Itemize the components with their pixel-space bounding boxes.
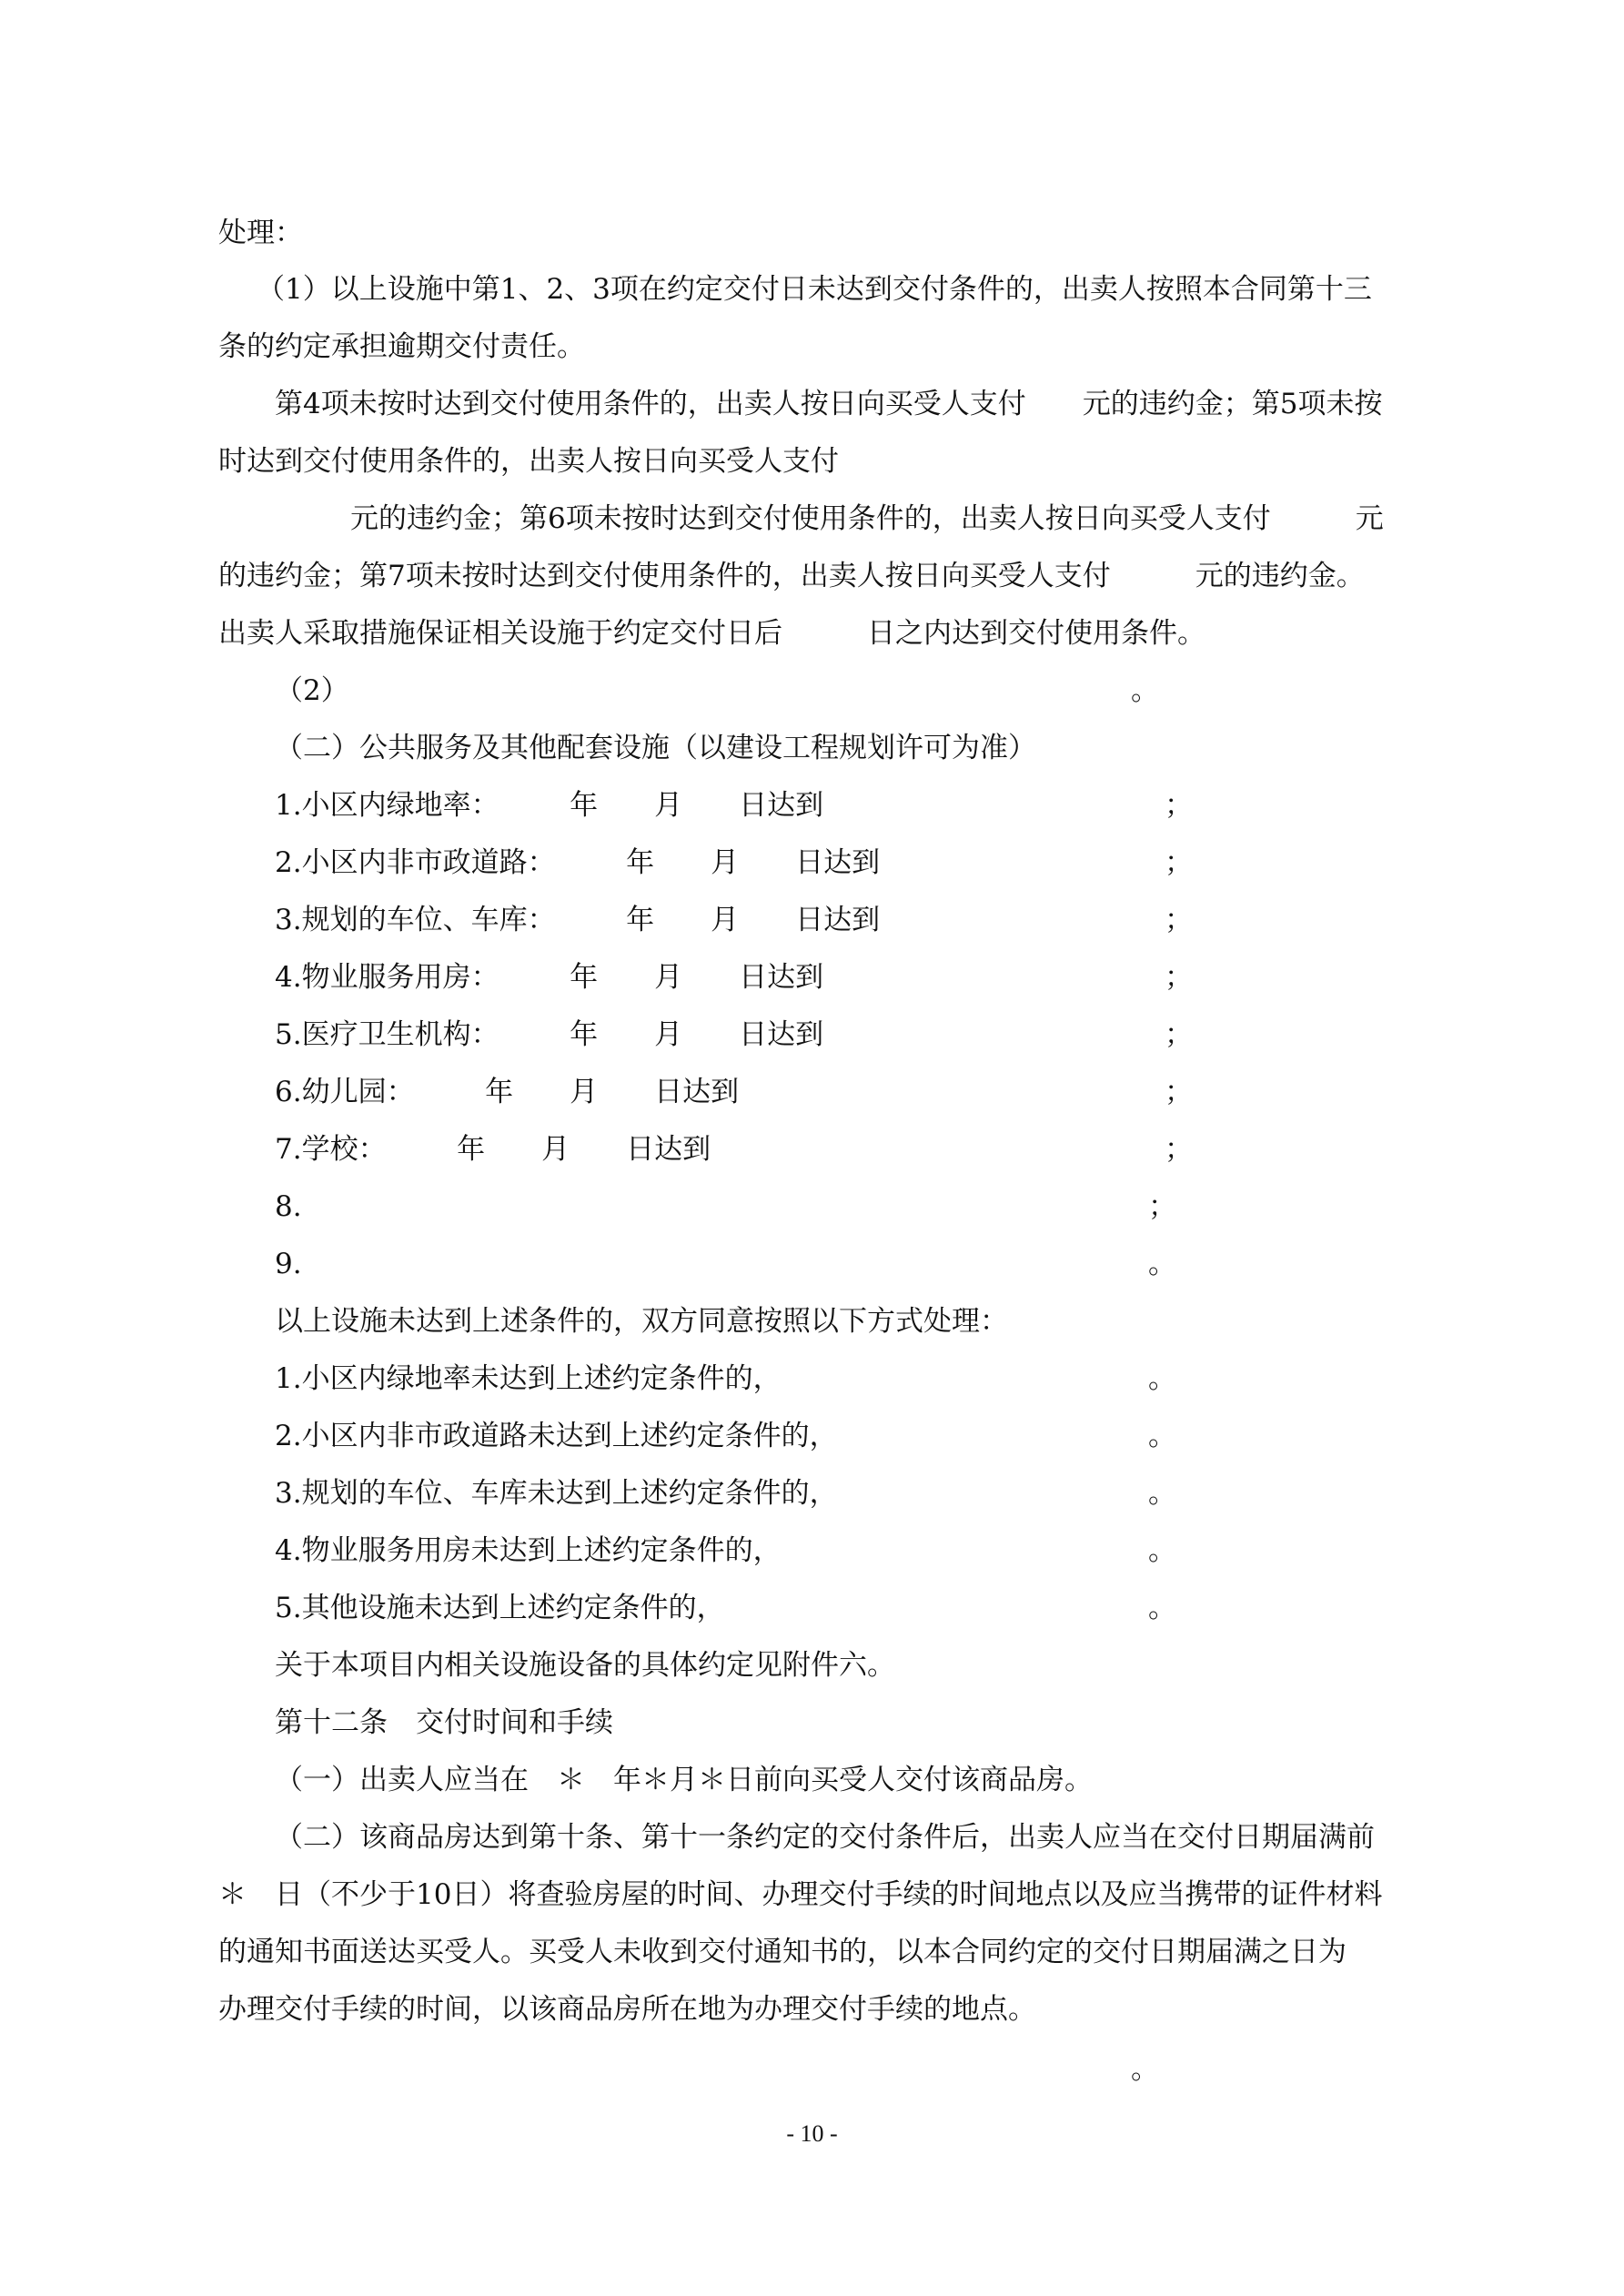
list-item: 2.小区内非市政道路未达到上述约定条件的，: [275, 1420, 838, 1452]
list-item: 3.规划的车位、车库： 年 月 日达到: [275, 904, 881, 936]
text-line: 处理：: [218, 217, 303, 249]
text-line: 的违约金；第7项未按时达到交付使用条件的，出卖人按日向买受人支付 元的违约金。: [218, 560, 1365, 592]
text-line: 关于本项目内相关设施设备的具体约定见附件六。: [275, 1649, 895, 1682]
list-item: 6.幼儿园： 年 月 日达到: [275, 1076, 740, 1108]
text-line: （一）出卖人应当在 ＊ 年＊月＊日前向买受人交付该商品房。: [275, 1764, 1093, 1796]
list-item: 9.: [275, 1248, 302, 1280]
line-end-mark: 。: [1148, 1420, 1176, 1452]
list-item: 5.医疗卫生机构： 年 月 日达到: [275, 1018, 824, 1051]
list-item: 3.规划的车位、车库未达到上述约定条件的，: [275, 1477, 838, 1510]
section-heading: （二）公共服务及其他配套设施（以建设工程规划许可为准）: [275, 732, 1036, 764]
line-end-mark: 。: [1148, 1534, 1176, 1567]
line-end-mark: 。: [1131, 2053, 1159, 2086]
text-line: 以上设施未达到上述条件的，双方同意按照以下方式处理：: [275, 1305, 1008, 1338]
list-item: 4.物业服务用房： 年 月 日达到: [275, 961, 824, 994]
list-item: 1.小区内绿地率： 年 月 日达到: [275, 789, 824, 822]
text-line: 办理交付手续的时间，以该商品房所在地为办理交付手续的地点。: [218, 1993, 1036, 2026]
article-heading: 第十二条 交付时间和手续: [275, 1706, 613, 1739]
list-item: 8.: [275, 1190, 302, 1223]
text-line: ＊ 日（不少于10日）将查验房屋的时间、办理交付手续的时间地点以及应当携带的证件材料: [218, 1878, 1383, 1911]
list-item: 7.学校： 年 月 日达到: [275, 1133, 711, 1166]
line-end-mark: ；: [1165, 846, 1193, 879]
text-line: （二）该商品房达到第十条、第十一条约定的交付条件后，出卖人应当在交付日期届满前: [275, 1821, 1375, 1854]
text-line: （2）: [275, 674, 349, 707]
line-end-mark: 。: [1148, 1477, 1176, 1510]
page-number: - 10 -: [786, 2120, 838, 2147]
list-item: 2.小区内非市政道路： 年 月 日达到: [275, 846, 881, 879]
text-line: 时达到交付使用条件的，出卖人按日向买受人支付: [218, 445, 839, 478]
line-end-mark: ；: [1148, 1190, 1176, 1223]
list-item: 4.物业服务用房未达到上述约定条件的，: [275, 1534, 782, 1567]
line-end-mark: ；: [1165, 904, 1193, 936]
line-end-mark: ；: [1165, 1018, 1193, 1051]
line-end-mark: ；: [1165, 961, 1193, 994]
line-end-mark: 。: [1131, 674, 1159, 707]
list-item: 1.小区内绿地率未达到上述约定条件的，: [275, 1362, 782, 1395]
list-item: 5.其他设施未达到上述约定条件的，: [275, 1592, 725, 1624]
text-line: 条的约定承担逾期交付责任。: [218, 330, 585, 363]
text-line: 出卖人采取措施保证相关设施于约定交付日后 日之内达到交付使用条件。: [218, 617, 1205, 650]
line-end-mark: ；: [1165, 789, 1193, 822]
text-line: （1）以上设施中第1、2、3项在约定交付日未达到交付条件的，出卖人按照本合同第十三: [257, 273, 1372, 306]
line-end-mark: 。: [1148, 1248, 1176, 1280]
text-line: 的通知书面送达买受人。买受人未收到交付通知书的，以本合同约定的交付日期届满之日为: [218, 1936, 1347, 1968]
line-end-mark: 。: [1148, 1362, 1176, 1395]
line-end-mark: ；: [1165, 1076, 1193, 1108]
line-end-mark: ；: [1165, 1133, 1193, 1166]
line-end-mark: 。: [1148, 1592, 1176, 1624]
text-line: 第4项未按时达到交付使用条件的，出卖人按日向买受人支付 元的违约金；第5项未按: [275, 388, 1383, 420]
text-line: 元的违约金；第6项未按时达到交付使用条件的，出卖人按日向买受人支付 元: [350, 502, 1384, 535]
